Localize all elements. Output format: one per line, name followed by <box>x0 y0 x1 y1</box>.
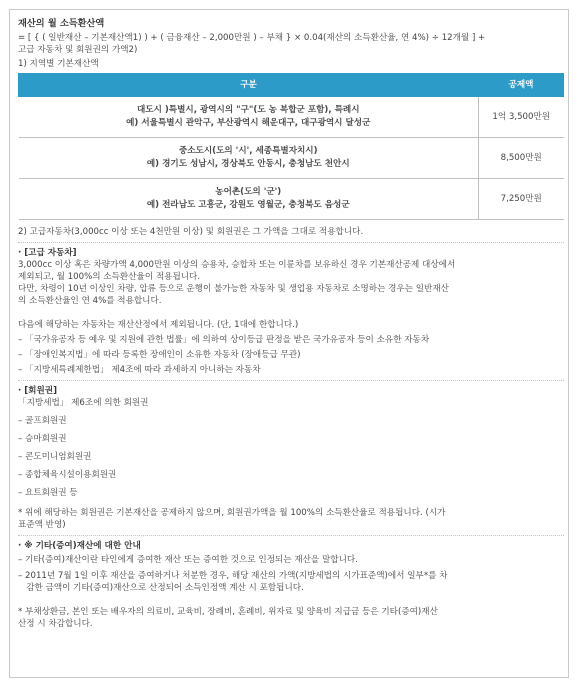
gift-list <box>18 554 564 594</box>
text-line: 산정 시 차감합니다. <box>18 619 93 629</box>
divider <box>18 535 564 536</box>
table-row <box>19 97 564 138</box>
membership-law: 「지방세법」 제6조에 의한 회원권 <box>18 398 149 408</box>
header-category: 구분 <box>19 74 479 97</box>
list-item: – 골프회원권 <box>18 416 67 426</box>
exclusion-intro: 다음에 해당하는 자동차는 재산산정에서 제외됩니다. (단, 1대에 한합니다.) <box>18 320 299 330</box>
deduction-amount: 8,500만원 <box>479 138 564 179</box>
membership-heading: · [회원권] <box>18 386 58 396</box>
divider <box>18 380 564 381</box>
list-item: – 콘도미니엄회원권 <box>18 452 92 462</box>
content <box>18 18 564 630</box>
car-heading: · [고급 자동차] <box>18 248 77 258</box>
header-deduction: 공제액 <box>479 74 564 97</box>
gift-heading: · ※ 기타(증여)재산에 대한 안내 <box>18 541 141 551</box>
region-cell <box>19 179 479 220</box>
deduction-amount: 7,250만원 <box>479 179 564 220</box>
table-row <box>19 138 564 179</box>
divider <box>18 242 564 243</box>
subheading-basic-assets: 1) 지역별 기본재산액 <box>18 59 99 69</box>
gift-note <box>18 606 564 630</box>
text-line: 다만, 차령이 10년 이상인 차량, 압류 등으로 운행이 불가능한 자동차 및 생업용 자동차로 소명하는 경우는 일반재산 <box>18 284 449 294</box>
car-description <box>18 259 564 307</box>
list-item: – 2011년 7월 1일 이후 재산을 증여하거나 처분한 경우, 해당 재산의 가액(지방세법의 시가표준액)에서 일부*를 차 <box>18 571 448 581</box>
text-line: 표준액 반영) <box>18 520 66 530</box>
region-name: 대도시 )특별시, 광역시의 "구"(도 농 복합군 포함), 특례시 <box>136 105 360 115</box>
region-cell <box>19 97 479 138</box>
region-name: 농어촌(도의 '군') <box>215 187 282 197</box>
content-panel <box>9 9 569 678</box>
basic-assets-table <box>18 73 564 220</box>
region-example: 예) 전라남도 고흥군, 강원도 영월군, 충청북도 음성군 <box>146 200 350 210</box>
list-item: – 요트회원권 등 <box>18 488 78 498</box>
table-row <box>19 179 564 220</box>
formula-line: 고급 자동차 및 회원권의 가액2) <box>18 45 138 55</box>
region-example: 예) 경기도 성남시, 경상북도 안동시, 충청남도 천안시 <box>146 159 350 169</box>
exclusion-list <box>18 334 564 376</box>
region-name: 중소도시(도의 '시', 세종특별자치시) <box>178 146 318 156</box>
list-item: – 승마회원권 <box>18 434 67 444</box>
subheading-luxury: 2) 고급자동차(3,000cc 이상 또는 4천만원 이상) 및 회원권은 그 가액을 그대로 적용합니다. <box>18 227 364 237</box>
region-cell <box>19 138 479 179</box>
text-line: 의 소득환산율인 연 4%를 적용합니다. <box>18 296 162 306</box>
membership-note <box>18 507 564 531</box>
list-item: – 「지방세특례제한법」 제4조에 따라 과세하지 아니하는 자동차 <box>18 365 261 375</box>
formula <box>18 32 564 56</box>
list-item: – 「장애인복지법」에 따라 등록한 장애인이 소유한 자동차 (장애등급 무관) <box>18 350 301 360</box>
text-line: * 부채상환금, 본인 또는 배우자의 의료비, 교육비, 장례비, 혼례비, 위자료 및 양육비 지급금 등은 기타(증여)재산 <box>18 607 438 617</box>
deduction-amount: 1억 3,500만원 <box>479 97 564 138</box>
table-header-row <box>19 74 564 97</box>
text-line: * 위에 해당하는 회원권은 기본재산을 공제하지 않으며, 회원권가액을 월 100%의 소득환산율로 적용됩니다. (시가 <box>18 508 446 518</box>
list-item: 감한 금액이 기타(증여)재산으로 산정되어 소득인정액 계산 시 포함됩니다. <box>18 583 304 593</box>
list-item: – 「국가유공자 등 예우 및 지원에 관한 법률」에 의하여 상이등급 판정을 받은 국가유공자 등이 소유한 자동차 <box>18 335 430 345</box>
text-line: 제외되고, 월 100%의 소득환산율이 적용됩니다. <box>18 272 201 282</box>
text-line: 3,000cc 이상 혹은 차량가액 4,000만원 이상의 승용차, 승합차 또는 이륜차를 보유하신 경우 기본재산공제 대상에서 <box>18 260 456 270</box>
list-item: – 종합체육시설이용회원권 <box>18 470 117 480</box>
formula-line: = [ { ( 일반재산 – 기본재산액1) ) + ( 금융재산 – 2,000만원 ) – 부채 } × 0.04(재산의 소득환산율, 연 4%) ÷ 12개월 ] + <box>18 33 486 43</box>
region-example: 예) 서울특별시 관악구, 부산광역시 해운대구, 대구광역시 달성군 <box>126 118 371 128</box>
membership-list <box>18 415 564 499</box>
page-title: 재산의 월 소득환산액 <box>18 18 105 29</box>
list-item: – 기타(증여)재산이란 타인에게 증여한 재산 또는 증여한 것으로 인정되는 재산을 말합니다. <box>18 555 358 565</box>
